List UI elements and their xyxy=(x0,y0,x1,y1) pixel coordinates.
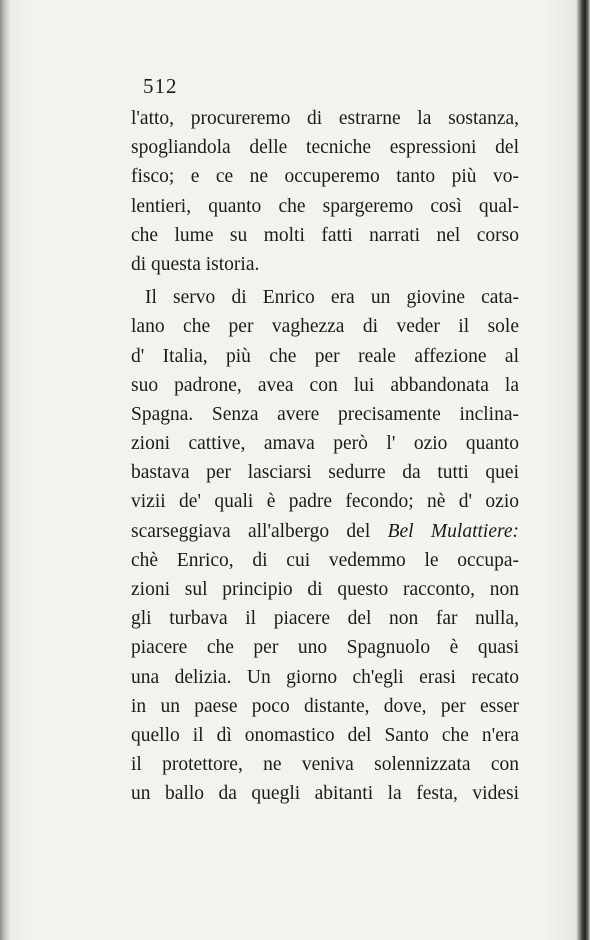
page-gutter xyxy=(0,0,10,940)
text-line: zioni cattive, amava però l' ozio quanto xyxy=(131,433,519,455)
text-line: un ballo da quegli abitanti la festa, videsi xyxy=(131,783,519,805)
text-fragment: scarseggiava all'albergo del xyxy=(131,520,388,542)
text-line: bastava per lasciarsi sedurre da tutti quei xyxy=(131,462,519,484)
text-line-with-italic xyxy=(131,517,519,546)
text-line: lentieri, quanto che spargeremo così qual- xyxy=(131,195,519,217)
text-line: fisco; e ce ne occuperemo tanto più vo- xyxy=(131,166,519,188)
text-line: Il servo di Enrico era un giovine cata- xyxy=(145,287,519,309)
text-line: il protettore, ne veniva solennizzata con xyxy=(131,754,519,776)
text-line: Spagna. Senza avere precisamente inclina- xyxy=(131,403,519,425)
page-edge xyxy=(576,0,590,940)
text-line: lano che per vaghezza di veder il sole xyxy=(131,316,519,338)
text-line: l'atto, procureremo di estrarne la sostanza, xyxy=(131,108,519,129)
text-line: zioni sul principio di questo racconto, non xyxy=(131,579,519,600)
text-line: gli turbava il piacere del non far nulla, xyxy=(131,608,519,630)
text-line: che lume su molti fatti narrati nel corso xyxy=(131,224,519,246)
text-line: una delizia. Un giorno ch'egli erasi recato xyxy=(131,666,519,688)
text-line: spogliandola delle tecniche espressioni del xyxy=(131,137,519,159)
page-number: 512 xyxy=(143,74,178,98)
text-line: vizii de' quali è padre fecondo; nè d' ozio xyxy=(131,491,519,513)
text-line: suo padrone, avea con lui abbandonata la xyxy=(131,374,519,396)
text-line: piacere che per uno Spagnuolo è quasi xyxy=(131,637,519,659)
text-line: di questa istoria. xyxy=(131,253,260,275)
text-line: in un paese poco distante, dove, per esser xyxy=(131,695,519,717)
text-line: chè Enrico, di cui vedemmo le occupa- xyxy=(131,549,519,571)
text-line: d' Italia, più che per reale affezione al xyxy=(131,345,519,367)
body-text xyxy=(131,104,519,809)
text-line: quello il dì onomastico del Santo che n'era xyxy=(131,724,519,746)
italic-phrase: Bel Mulattiere: xyxy=(387,520,520,542)
